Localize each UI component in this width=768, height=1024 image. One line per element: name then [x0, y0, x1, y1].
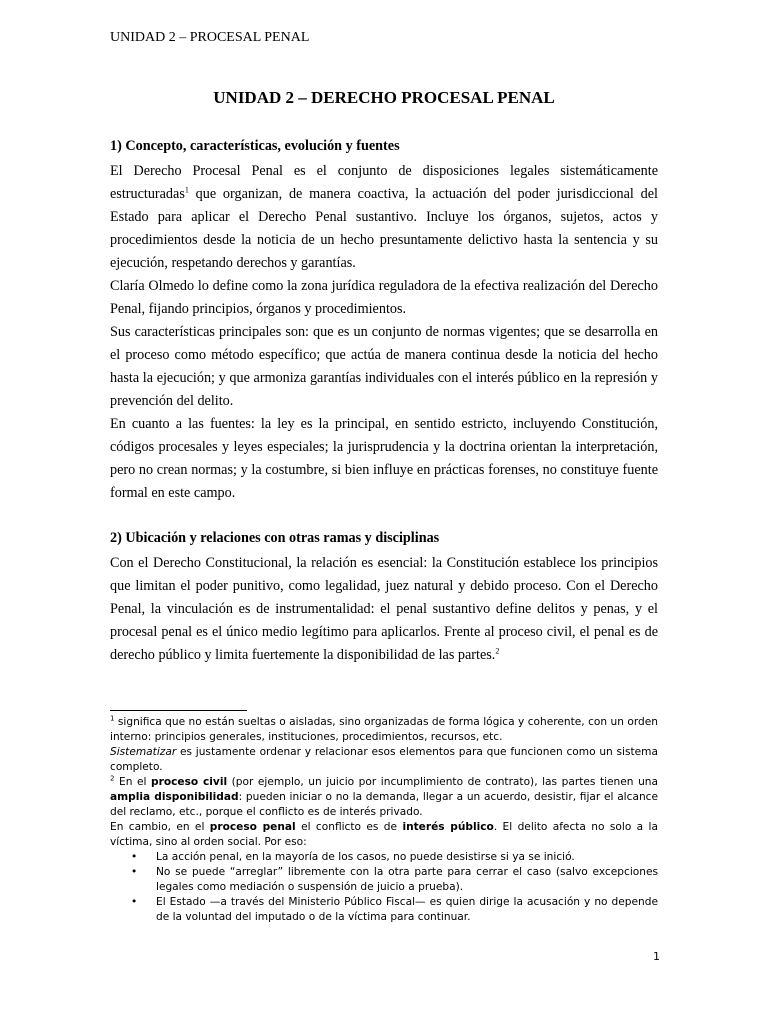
footnote-emphasis: Sistematizar: [110, 746, 177, 758]
footnote-text: : pueden iniciar o no la demanda, llegar a un acuerdo, desistir, fijar el alcance del reclamo, etc., porque el conflicto es de interés privado.: [110, 791, 658, 818]
section-1-heading: 1) Concepto, características, evolución y fuentes: [110, 138, 400, 154]
paragraph-text: El Derecho Procesal Penal es el conjunto de disposiciones legales sistemáticamente estructuradas: [110, 163, 658, 202]
section-1: [110, 137, 658, 505]
footnote-bold: interés público: [402, 821, 494, 833]
footnote-text: En cambio, en el: [110, 821, 210, 833]
footnote-text: . El delito afecta no solo a la víctima, sino al orden social. Por eso:: [110, 821, 658, 848]
footnote-bullet-item: [110, 895, 658, 925]
section-2: [110, 529, 658, 667]
footnote-2: [110, 775, 658, 820]
section-1-paragraph-2: Claría Olmedo lo define como la zona jurídica reguladora de la efectiva realización del Derecho Penal, fijando principios, órganos y procedimientos.: [110, 278, 658, 317]
footnote-ref-2[interactable]: 2: [495, 646, 500, 656]
section-1-paragraph-1: [110, 160, 658, 275]
section-1-paragraph-4: En cuanto a las fuentes: la ley es la principal, en sentido estricto, incluyendo Constitución, códigos procesales y leyes especiales; la jurisprudencia y la doctrina orientan la interpretación, pero no crean normas; y la costumbre, si bien influye en prácticas forenses, no constituye fuente formal en este campo.: [110, 416, 658, 501]
footnote-1-number: 1: [110, 714, 115, 723]
section-2-paragraph-1: [110, 552, 658, 667]
footnote-2-continued: [110, 820, 658, 850]
paragraph-text: que organizan, de manera coactiva, la actuación del poder jurisdiccional del Estado para aplicar el Derecho Penal sustantivo. Incluye los órganos, sujetos, actos y procedimientos desde la noticia de un hecho presuntamente delictivo hasta la sentencia y su ejecución, respetando derechos y garantías.: [110, 186, 658, 271]
footnote-text: En el: [114, 776, 152, 788]
bullet-icon: •: [131, 866, 138, 878]
paragraph-text: Con el Derecho Constitucional, la relación es esencial: la Constitución establece los principios que limitan el poder punitivo, como legalidad, juez natural y debido proceso. Con el Derecho Penal, la vinculación es de instrumentalidad: el penal sustantivo define delitos y penas, y el procesal penal es el único medio legítimo para aplicarlos. Frente al proceso civil, el penal es de derecho público y limita fuertemente la disponibilidad de las partes.: [110, 555, 658, 663]
bullet-text: La acción penal, en la mayoría de los casos, no puede desistirse si ya se inició.: [156, 851, 575, 863]
footnote-bold: amplia disponibilidad: [110, 791, 239, 803]
page-number: 1: [653, 950, 660, 963]
section-2-heading: 2) Ubicación y relaciones con otras ramas y disciplinas: [110, 530, 440, 546]
footnote-bullet-item: [110, 865, 658, 895]
footnote-bold: proceso civil: [151, 776, 228, 788]
bullet-icon: •: [131, 896, 138, 908]
footnotes: [110, 715, 658, 925]
document-title: UNIDAD 2 – DERECHO PROCESAL PENAL: [213, 88, 555, 107]
bullet-text: No se puede “arreglar” libremente con la otra parte para cerrar el caso (salvo excepciones legales como mediación o suspensión de juicio a prueba).: [156, 866, 658, 893]
section-1-paragraph-3: Sus características principales son: que es un conjunto de normas vigentes; que se desarrolla en el proceso como método específico; que actúa de manera continua desde la noticia del hecho hasta la ejecución; y que armoniza garantías individuales con el interés público en la represión y prevención del delito.: [110, 324, 658, 409]
footnote-bold: proceso penal: [209, 821, 296, 833]
footnote-text: significa que no están sueltas o aisladas, sino organizadas de forma lógica y coherente, con un orden interno: principios generales, instituciones, procedimientos, recursos, etc.: [110, 716, 658, 743]
footnote-bullet-list: [110, 850, 658, 925]
footnote-text: (por ejemplo, un juicio por incumplimiento de contrato), las partes tienen una: [227, 776, 658, 788]
footnote-text: es justamente ordenar y relacionar esos elementos para que funcionen como un sistema completo.: [110, 746, 658, 773]
footnote-text: el conflicto es de: [295, 821, 403, 833]
bullet-text: El Estado —a través del Ministerio Público Fiscal— es quien dirige la acusación y no depende de la voluntad del imputado o de la víctima para continuar.: [156, 896, 658, 923]
footnote-1-continued: [110, 745, 658, 775]
footnote-separator: [110, 710, 247, 711]
footnote-2-number: 2: [110, 774, 115, 783]
footnote-bullet-item: [110, 850, 658, 865]
running-header: UNIDAD 2 – PROCESAL PENAL: [110, 30, 310, 45]
bullet-icon: •: [131, 851, 138, 863]
footnote-1: [110, 715, 658, 745]
footnote-ref-1[interactable]: 1: [184, 185, 189, 195]
